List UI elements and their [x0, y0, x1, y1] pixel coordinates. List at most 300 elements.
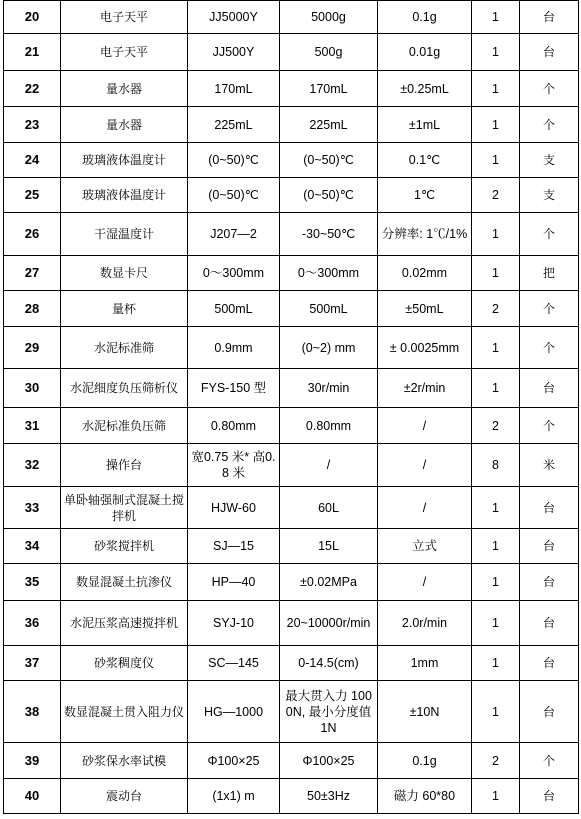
quantity-cell	[472, 743, 520, 779]
row-number: 21	[24, 44, 40, 59]
item-name-cell	[61, 178, 188, 213]
unit: 台	[542, 381, 555, 395]
model-spec: HP—40	[211, 575, 256, 589]
measuring-range: 30r/min	[307, 381, 350, 395]
row-number: 26	[24, 226, 40, 241]
quantity: 1	[492, 500, 499, 515]
unit-cell	[520, 291, 579, 327]
unit-cell	[520, 369, 579, 408]
unit-cell	[520, 71, 579, 107]
item-name: 干湿温度计	[93, 227, 154, 241]
unit-cell	[520, 529, 579, 564]
row-number: 33	[24, 499, 40, 515]
measuring-range-cell	[280, 1, 378, 34]
table-row	[4, 107, 579, 143]
quantity-cell	[472, 1, 520, 34]
precision: /	[422, 575, 427, 589]
model-spec: (0~50)℃	[208, 153, 259, 167]
measuring-range-cell	[280, 34, 378, 71]
quantity-cell	[472, 71, 520, 107]
table-row	[4, 408, 579, 444]
measuring-range: 500g	[314, 45, 343, 59]
row-number: 36	[24, 615, 40, 630]
item-name: 玻璃液体温度计	[81, 188, 166, 202]
table-row	[4, 178, 579, 213]
measuring-range: 0～300mm	[297, 266, 360, 280]
precision: ±0.25mL	[400, 81, 449, 96]
table-row	[4, 327, 579, 369]
row-number-cell	[4, 408, 61, 444]
item-name-cell	[61, 256, 188, 291]
unit: 个	[542, 753, 555, 768]
measuring-range: 20~10000r/min	[286, 616, 371, 630]
item-name-cell	[61, 779, 188, 814]
measuring-range: 0.80mm	[305, 418, 352, 433]
model-spec: JJ5000Y	[209, 10, 258, 24]
quantity-cell	[472, 213, 520, 256]
precision-cell	[378, 779, 472, 814]
quantity: 1	[492, 539, 499, 553]
item-name-cell	[61, 601, 188, 646]
model-spec-cell	[188, 107, 280, 143]
measuring-range-cell	[280, 444, 378, 487]
quantity-cell	[472, 107, 520, 143]
unit-cell	[520, 107, 579, 143]
unit: 个	[542, 81, 555, 96]
model-spec: SJ—15	[213, 539, 254, 553]
row-number-cell	[4, 743, 61, 779]
table-row	[4, 256, 579, 291]
unit-cell	[520, 564, 579, 601]
unit: 台	[542, 704, 555, 719]
row-number-cell	[4, 143, 61, 178]
precision-cell	[378, 71, 472, 107]
row-number: 20	[24, 9, 40, 24]
model-spec: 170mL	[214, 81, 253, 96]
quantity-cell	[472, 34, 520, 71]
precision-cell	[378, 107, 472, 143]
precision-cell	[378, 143, 472, 178]
precision-cell	[378, 34, 472, 71]
item-name: 单卧轴强制式混凝土搅拌机	[63, 492, 184, 523]
row-number-cell	[4, 444, 61, 487]
item-name: 水泥压浆高速搅拌机	[69, 616, 178, 630]
precision: 0.1℃	[408, 153, 441, 167]
unit-cell	[520, 487, 579, 529]
model-spec-cell	[188, 743, 280, 779]
unit: 台	[542, 10, 555, 24]
item-name-cell	[61, 34, 188, 71]
item-name-cell	[61, 71, 188, 107]
item-name: 数显混凝土贯入阻力仪	[63, 704, 184, 719]
item-name: 数显卡尺	[99, 266, 148, 280]
unit: 个	[542, 418, 555, 433]
model-spec: HG—1000	[203, 704, 264, 719]
quantity-cell	[472, 444, 520, 487]
unit-cell	[520, 178, 579, 213]
item-name-cell	[61, 369, 188, 408]
precision: 1mm	[410, 656, 439, 670]
table-row	[4, 213, 579, 256]
measuring-range-cell	[280, 564, 378, 601]
unit-cell	[520, 143, 579, 178]
measuring-range-cell	[280, 107, 378, 143]
quantity: 2	[492, 753, 499, 768]
quantity: 1	[492, 789, 499, 803]
item-name: 操作台	[105, 458, 142, 472]
measuring-range: 50±3Hz	[307, 789, 350, 803]
measuring-range: -30~50℃	[301, 227, 356, 241]
row-number-cell	[4, 564, 61, 601]
row-number: 37	[24, 655, 40, 670]
item-name-cell	[61, 213, 188, 256]
model-spec: 500mL	[214, 301, 253, 316]
unit-cell	[520, 779, 579, 814]
model-spec: HJW-60	[211, 500, 256, 515]
precision: ±50mL	[405, 301, 444, 316]
table-row	[4, 564, 579, 601]
row-number: 30	[24, 380, 40, 395]
row-number-cell	[4, 327, 61, 369]
measuring-range: ±0.02MPa	[300, 575, 357, 589]
precision: 0.1g	[412, 753, 437, 768]
unit-cell	[520, 213, 579, 256]
model-spec: 0.9mm	[214, 340, 253, 355]
item-name-cell	[61, 564, 188, 601]
item-name: 震动台	[105, 789, 142, 803]
model-spec: (1x1) m	[212, 789, 255, 803]
table-row	[4, 646, 579, 681]
quantity-cell	[472, 487, 520, 529]
item-name: 水泥标准负压筛	[81, 418, 166, 433]
measuring-range-cell	[280, 213, 378, 256]
measuring-range: 0-14.5(cm)	[298, 656, 359, 670]
row-number-cell	[4, 291, 61, 327]
measuring-range: 170mL	[309, 81, 348, 96]
row-number: 40	[24, 788, 40, 803]
row-number: 23	[24, 116, 40, 132]
quantity: 8	[492, 458, 499, 472]
measuring-range: 500mL	[309, 301, 348, 316]
measuring-range-cell	[280, 681, 378, 743]
precision-cell	[378, 487, 472, 529]
row-number-cell	[4, 369, 61, 408]
measuring-range-cell	[280, 743, 378, 779]
measuring-range: (0~2) mm	[301, 340, 356, 355]
measuring-range-cell	[280, 601, 378, 646]
unit: 个	[542, 117, 555, 132]
row-number-cell	[4, 213, 61, 256]
quantity-cell	[472, 681, 520, 743]
quantity-cell	[472, 601, 520, 646]
item-name: 砂浆搅拌机	[93, 539, 154, 553]
row-number: 35	[24, 574, 40, 589]
model-spec-cell	[188, 779, 280, 814]
row-number-cell	[4, 779, 61, 814]
measuring-range-cell	[280, 487, 378, 529]
measuring-range-cell	[280, 369, 378, 408]
table-row	[4, 681, 579, 743]
precision: ±10N	[409, 704, 440, 719]
unit-cell	[520, 743, 579, 779]
precision: /	[422, 500, 427, 515]
measuring-range: 5000g	[311, 10, 346, 24]
model-spec-cell	[188, 34, 280, 71]
model-spec-cell	[188, 444, 280, 487]
item-name: 水泥细度负压筛析仪	[69, 381, 178, 395]
quantity-cell	[472, 564, 520, 601]
item-name-cell	[61, 646, 188, 681]
measuring-range-cell	[280, 256, 378, 291]
unit: 个	[542, 340, 555, 355]
quantity-cell	[472, 529, 520, 564]
item-name: 砂浆稠度仪	[93, 656, 154, 670]
item-name-cell	[61, 529, 188, 564]
row-number: 31	[24, 417, 40, 433]
unit: 台	[542, 789, 555, 803]
table-body	[4, 1, 579, 814]
row-number: 39	[24, 752, 40, 768]
equipment-table	[3, 0, 579, 814]
precision-cell	[378, 646, 472, 681]
model-spec: SYJ-10	[213, 616, 254, 630]
unit: 把	[542, 266, 555, 280]
row-number-cell	[4, 1, 61, 34]
row-number: 38	[24, 703, 40, 719]
model-spec: J207—2	[210, 227, 257, 241]
quantity: 1	[492, 656, 499, 670]
item-name-cell	[61, 143, 188, 178]
model-spec-cell	[188, 681, 280, 743]
model-spec-cell	[188, 143, 280, 178]
item-name: 砂浆保水率试模	[81, 753, 166, 768]
measuring-range: 15L	[318, 539, 339, 553]
table-row	[4, 369, 579, 408]
model-spec: 0～300mm	[202, 266, 265, 280]
row-number: 27	[24, 265, 40, 280]
model-spec: FYS-150 型	[200, 381, 267, 395]
measuring-range: Φ100×25	[302, 753, 355, 768]
quantity: 1	[492, 340, 499, 355]
precision: ± 0.0025mm	[389, 340, 460, 355]
model-spec-cell	[188, 178, 280, 213]
unit: 台	[542, 616, 555, 630]
item-name: 数显混凝土抗渗仪	[75, 575, 172, 589]
table-row	[4, 601, 579, 646]
unit: 台	[542, 500, 555, 515]
item-name: 玻璃液体温度计	[81, 153, 166, 167]
precision: 0.02mm	[401, 266, 448, 280]
unit: 台	[542, 45, 555, 59]
unit-cell	[520, 444, 579, 487]
row-number: 22	[24, 80, 40, 96]
quantity-cell	[472, 779, 520, 814]
unit: 支	[542, 153, 555, 167]
measuring-range-cell	[280, 291, 378, 327]
model-spec-cell	[188, 291, 280, 327]
item-name: 量杯	[111, 301, 136, 316]
precision-cell	[378, 408, 472, 444]
quantity-cell	[472, 646, 520, 681]
table-row	[4, 444, 579, 487]
precision: /	[422, 458, 427, 472]
measuring-range-cell	[280, 143, 378, 178]
precision-cell	[378, 178, 472, 213]
quantity: 2	[492, 301, 499, 316]
model-spec: SC—145	[208, 656, 259, 670]
measuring-range: 225mL	[309, 117, 348, 132]
unit: 个	[542, 227, 555, 241]
measuring-range-cell	[280, 529, 378, 564]
item-name-cell	[61, 444, 188, 487]
row-number-cell	[4, 529, 61, 564]
quantity: 2	[492, 188, 499, 202]
precision-cell	[378, 681, 472, 743]
quantity: 1	[492, 227, 499, 241]
precision-cell	[378, 529, 472, 564]
precision-cell	[378, 1, 472, 34]
unit: 支	[542, 188, 555, 202]
item-name: 水泥标准筛	[93, 340, 154, 355]
quantity: 1	[492, 81, 499, 96]
unit: 台	[542, 575, 555, 589]
item-name: 量水器	[105, 81, 142, 96]
model-spec-cell	[188, 1, 280, 34]
precision-cell	[378, 564, 472, 601]
model-spec: Φ100×25	[207, 753, 260, 768]
quantity-cell	[472, 143, 520, 178]
item-name-cell	[61, 1, 188, 34]
precision-cell	[378, 327, 472, 369]
model-spec-cell	[188, 529, 280, 564]
precision-cell	[378, 291, 472, 327]
measuring-range: 最大贯入力 1000N, 最小分度值 1N	[285, 688, 372, 735]
quantity: 1	[492, 616, 499, 630]
quantity-cell	[472, 408, 520, 444]
precision: ±2r/min	[403, 381, 446, 395]
quantity-cell	[472, 327, 520, 369]
measuring-range: (0~50)℃	[303, 188, 354, 202]
precision-cell	[378, 369, 472, 408]
table-row	[4, 291, 579, 327]
model-spec-cell	[188, 256, 280, 291]
measuring-range-cell	[280, 71, 378, 107]
row-number: 24	[24, 152, 40, 167]
precision: ±1mL	[408, 117, 441, 132]
table-row	[4, 1, 579, 34]
table-row	[4, 71, 579, 107]
table-row	[4, 487, 579, 529]
model-spec: 0.80mm	[210, 418, 257, 433]
model-spec: (0~50)℃	[208, 188, 259, 202]
precision-cell	[378, 256, 472, 291]
quantity: 1	[492, 117, 499, 132]
table-row	[4, 143, 579, 178]
model-spec-cell	[188, 327, 280, 369]
table-row	[4, 529, 579, 564]
model-spec-cell	[188, 601, 280, 646]
row-number-cell	[4, 487, 61, 529]
unit-cell	[520, 408, 579, 444]
precision: 1℃	[414, 188, 435, 202]
measuring-range: 60L	[318, 500, 339, 515]
unit-cell	[520, 646, 579, 681]
quantity-cell	[472, 369, 520, 408]
model-spec-cell	[188, 369, 280, 408]
row-number-cell	[4, 256, 61, 291]
precision: 磁力 60*80	[393, 789, 456, 803]
unit-cell	[520, 256, 579, 291]
unit-cell	[520, 601, 579, 646]
item-name-cell	[61, 487, 188, 529]
precision: 0.01g	[408, 45, 441, 59]
row-number-cell	[4, 71, 61, 107]
row-number: 25	[24, 187, 40, 202]
precision: 分辨率: 1℃/1%	[381, 227, 468, 241]
quantity: 1	[492, 153, 499, 167]
item-name: 量水器	[105, 117, 142, 132]
model-spec-cell	[188, 408, 280, 444]
quantity: 1	[492, 704, 499, 719]
measuring-range-cell	[280, 408, 378, 444]
quantity: 1	[492, 575, 499, 589]
item-name-cell	[61, 291, 188, 327]
row-number: 29	[24, 339, 40, 355]
measuring-range-cell	[280, 646, 378, 681]
model-spec-cell	[188, 487, 280, 529]
table-row	[4, 743, 579, 779]
precision-cell	[378, 601, 472, 646]
precision-cell	[378, 444, 472, 487]
quantity: 1	[492, 10, 499, 24]
item-name-cell	[61, 327, 188, 369]
model-spec-cell	[188, 564, 280, 601]
measuring-range-cell	[280, 779, 378, 814]
model-spec-cell	[188, 213, 280, 256]
table-row	[4, 779, 579, 814]
row-number-cell	[4, 601, 61, 646]
row-number: 28	[24, 300, 40, 316]
precision-cell	[378, 213, 472, 256]
unit: 台	[542, 539, 555, 553]
row-number-cell	[4, 107, 61, 143]
measuring-range-cell	[280, 327, 378, 369]
row-number: 32	[24, 457, 40, 472]
measuring-range: /	[326, 458, 331, 472]
item-name-cell	[61, 743, 188, 779]
item-name-cell	[61, 107, 188, 143]
quantity: 1	[492, 381, 499, 395]
row-number-cell	[4, 681, 61, 743]
quantity: 2	[492, 418, 499, 433]
unit: 台	[542, 656, 555, 670]
row-number-cell	[4, 34, 61, 71]
precision: 2.0r/min	[401, 616, 448, 630]
precision: 0.1g	[412, 10, 437, 24]
row-number: 34	[24, 538, 40, 553]
unit: 个	[542, 301, 555, 316]
unit-cell	[520, 327, 579, 369]
unit-cell	[520, 1, 579, 34]
item-name: 电子天平	[99, 10, 148, 24]
model-spec: 宽0.75 米* 高0.8 米	[191, 450, 276, 480]
row-number-cell	[4, 178, 61, 213]
measuring-range-cell	[280, 178, 378, 213]
precision: /	[422, 418, 427, 433]
row-number-cell	[4, 646, 61, 681]
item-name: 电子天平	[99, 45, 148, 59]
quantity: 1	[492, 266, 499, 280]
